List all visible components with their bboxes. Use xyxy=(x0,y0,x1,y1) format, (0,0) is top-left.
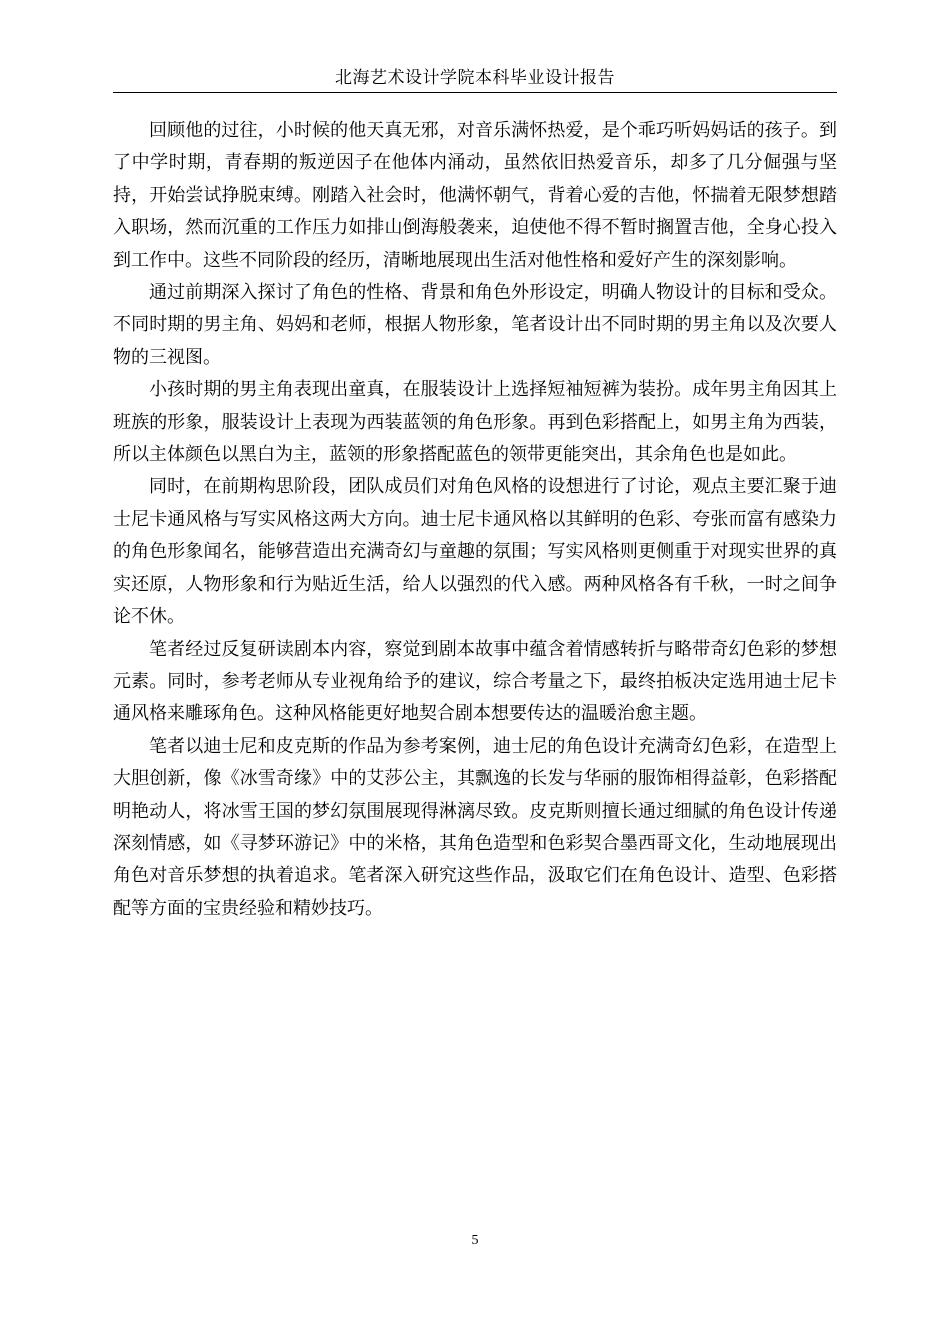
paragraph-4: 同时，在前期构思阶段，团队成员们对角色风格的设想进行了讨论，观点主要汇聚于迪士尼卡通风格与写实风格这两大方向。迪士尼卡通风格以其鲜明的色彩、夸张而富有感染力的角色形象闻名，能够营造出充满奇幻与童趣的氛围；写实风格则更侧重于对现实世界的真实还原，人物形象和行为贴近生活，给人以强烈的代入感。两种风格各有千秋，一时之间争论不休。 xyxy=(113,476,837,628)
body-text xyxy=(113,115,837,925)
paragraph-5: 笔者经过反复研读剧本内容，察觉到剧本故事中蕴含着情感转折与略带奇幻色彩的梦想元素。同时，参考老师从专业视角给予的建议，综合考量之下，最终拍板决定选用迪士尼卡通风格来雕琢角色。这种风格能更好地契合剧本想要传达的温暖治愈主题。 xyxy=(113,638,837,725)
page-header-title: 北海艺术设计学院本科毕业设计报告 xyxy=(335,68,615,88)
page-number: 5 xyxy=(471,1233,479,1248)
paragraph-2: 通过前期深入探讨了角色的性格、背景和角色外形设定，明确人物设计的目标和受众。不同时期的男主角、妈妈和老师，根据人物形象，笔者设计出不同时期的男主角以及次要人物的三视图。 xyxy=(113,282,837,368)
paragraph-1: 回顾他的过往，小时候的他天真无邪，对音乐满怀热爱，是个乖巧听妈妈话的孩子。到了中学时期，青春期的叛逆因子在他体内涌动，虽然依旧热爱音乐，却多了几分倔强与坚持，开始尝试挣脱束缚。刚踏入社会时，他满怀朝气，背着心爱的吉他，怀揣着无限梦想踏入职场，然而沉重的工作压力如排山倒海般袭来，迫使他不得不暂时搁置吉他，全身心投入到工作中。这些不同阶段的经历，清晰地展现出生活对他性格和爱好产生的深刻影响。 xyxy=(113,120,837,271)
header-divider xyxy=(113,92,837,93)
paragraph-6: 笔者以迪士尼和皮克斯的作品为参考案例，迪士尼的角色设计充满奇幻色彩，在造型上大胆创新，像《冰雪奇缘》中的艾莎公主，其飘逸的长发与华丽的服饰相得益彰，色彩搭配明艳动人，将冰雪王国的梦幻氛围展现得淋漓尽致。皮克斯则擅长通过细腻的角色设计传递深刻情感，如《寻梦环游记》中的米格，其角色造型和色彩契合墨西哥文化，生动地展现出角色对音乐梦想的执着追求。笔者深入研究这些作品，汲取它们在角色设计、造型、色彩搭配等方面的宝贵经验和精妙技巧。 xyxy=(113,735,837,919)
paragraph-3: 小孩时期的男主角表现出童真，在服装设计上选择短袖短裤为装扮。成年男主角因其上班族的形象，服装设计上表现为西装蓝领的角色形象。再到色彩搭配上，如男主角为西装，所以主体颜色以黑白为主，蓝领的形象搭配蓝色的领带更能突出，其余角色也是如此。 xyxy=(113,379,837,466)
